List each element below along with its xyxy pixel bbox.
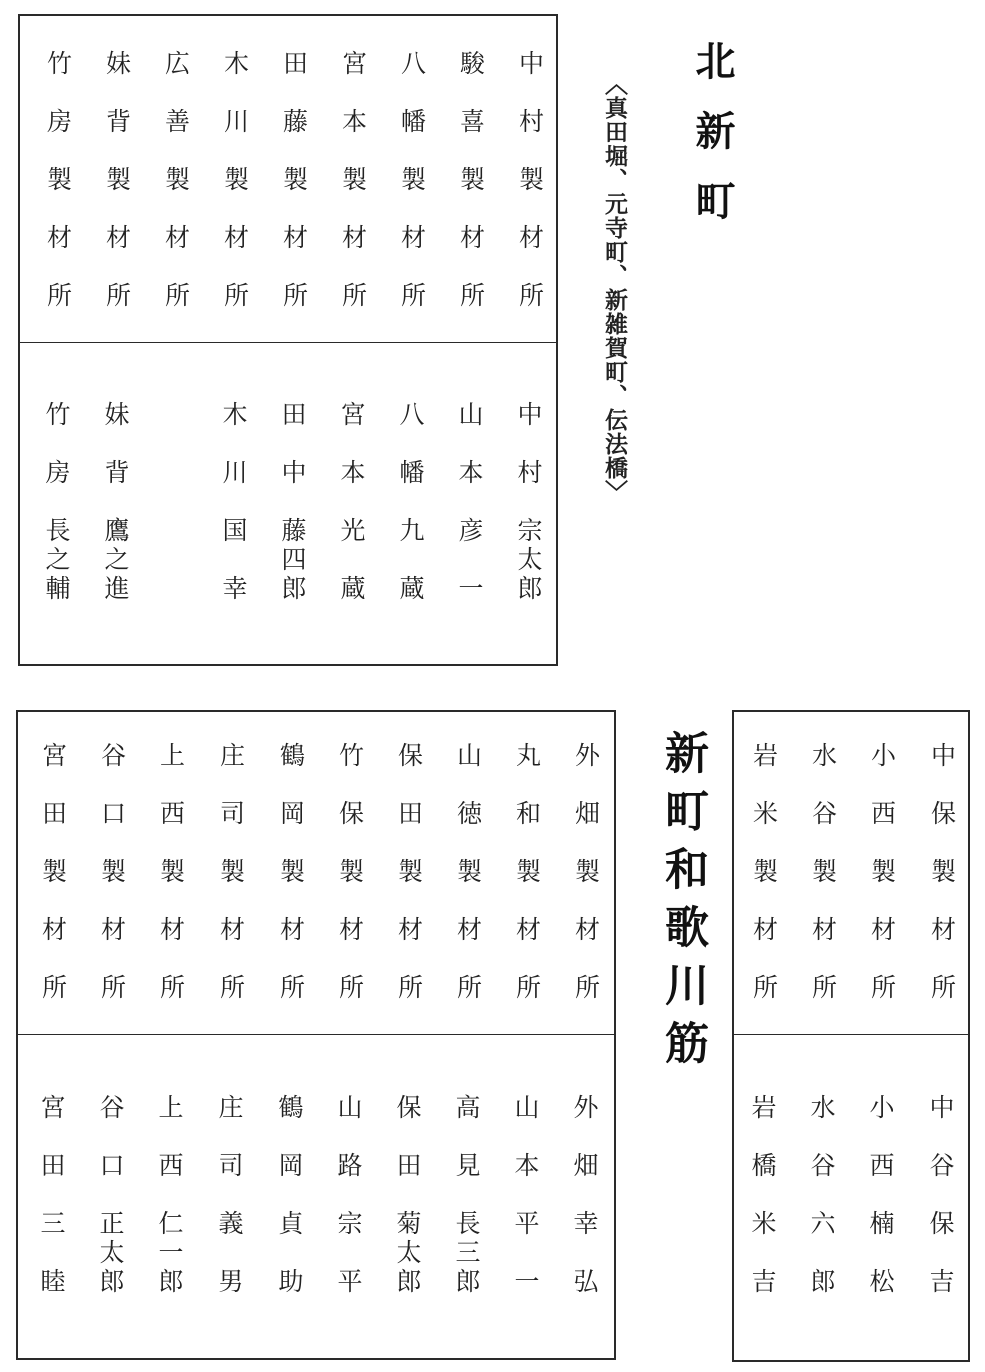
business-name-column	[330, 742, 370, 1032]
business-name: 宮本製材所	[338, 50, 368, 340]
owner-name-column	[211, 1095, 251, 1327]
owner-name-column	[392, 402, 432, 634]
kitashinmachi-table	[18, 14, 558, 666]
owner-name-char: 中	[929, 1093, 955, 1122]
owner-name-char: 之	[104, 545, 130, 574]
owner-name-char: 畑	[573, 1151, 599, 1180]
business-name-column	[451, 50, 491, 340]
owner-name-column	[333, 402, 373, 634]
owner-name-char: 村	[517, 458, 543, 487]
owner-name-char: 水	[810, 1093, 836, 1122]
business-name: 山徳製材所	[453, 742, 483, 1032]
owner-name-char: 西	[869, 1151, 895, 1180]
business-name-column	[271, 742, 311, 1032]
owner-name-char: 郎	[99, 1267, 125, 1296]
owner-name-char: 九	[399, 516, 425, 545]
business-name: 水谷製材所	[808, 742, 838, 1032]
kitashinmachi-divider	[20, 342, 556, 343]
owner-name-char: 本	[340, 458, 366, 487]
owner-name-char: 弘	[573, 1267, 599, 1296]
business-name: 宮田製材所	[38, 742, 68, 1032]
owner-name-char: 本	[458, 458, 484, 487]
owner-name-column	[33, 1095, 73, 1327]
business-name: 駿喜製材所	[456, 50, 486, 340]
owner-name-char: 山	[337, 1093, 363, 1122]
business-name: 丸和製材所	[512, 742, 542, 1032]
business-name: 妹背製材所	[102, 50, 132, 340]
business-name-column	[33, 742, 73, 1032]
business-name: 中保製材所	[927, 742, 957, 1032]
owner-name-char: 路	[337, 1151, 363, 1180]
business-name-column	[274, 50, 314, 340]
owner-name-column	[862, 1095, 902, 1327]
owner-name-char: 幸	[222, 574, 248, 603]
owner-name-char: 楠	[869, 1209, 895, 1238]
business-name-column	[744, 742, 784, 1032]
owner-name-char: 本	[514, 1151, 540, 1180]
owner-name-char: 正	[99, 1209, 125, 1238]
owner-name-char: 鷹	[104, 516, 130, 545]
owner-name-column	[274, 402, 314, 634]
owner-name-char: 藤	[281, 516, 307, 545]
business-name: 中村製材所	[515, 50, 545, 340]
owner-name-char: 助	[278, 1267, 304, 1296]
owner-name-char: 房	[45, 458, 71, 487]
business-name: 上西製材所	[156, 742, 186, 1032]
owner-name-column	[151, 1095, 191, 1327]
business-name: 鶴岡製材所	[276, 742, 306, 1032]
business-name-column	[566, 742, 606, 1032]
owner-name-column	[38, 402, 78, 634]
owner-name-char: 郎	[455, 1267, 481, 1296]
owner-name-char: 田	[396, 1151, 422, 1180]
owner-name-char: 谷	[99, 1093, 125, 1122]
owner-name-char: 蔵	[399, 574, 425, 603]
business-name-column	[392, 50, 432, 340]
wakagawa-heading: 新町和歌川筋	[657, 730, 708, 1078]
owner-name-char: 輔	[45, 574, 71, 603]
owner-name-column	[271, 1095, 311, 1327]
kitashinmachi-heading: 北新町	[689, 40, 735, 250]
owner-name-char: 太	[396, 1238, 422, 1267]
owner-name-char: 三	[40, 1209, 66, 1238]
owner-name-column	[922, 1095, 962, 1327]
owner-name-column	[744, 1095, 784, 1327]
owner-name-char: 四	[281, 545, 307, 574]
owner-name-char: 谷	[929, 1151, 955, 1180]
owner-name-char: 口	[99, 1151, 125, 1180]
owner-name-char: 貞	[278, 1209, 304, 1238]
owner-name-char: 菊	[396, 1209, 422, 1238]
owner-name-char: 国	[222, 516, 248, 545]
owner-name-char: 小	[869, 1093, 895, 1122]
business-name: 広善製材所	[161, 50, 191, 340]
owner-name-char: 宮	[340, 400, 366, 429]
business-name: 岩米製材所	[749, 742, 779, 1032]
business-name-column	[156, 50, 196, 340]
owner-name-char: 外	[573, 1093, 599, 1122]
business-name-column	[333, 50, 373, 340]
owner-name-char: 米	[751, 1209, 777, 1238]
owner-name-char: 鶴	[278, 1093, 304, 1122]
owner-name-char: 保	[929, 1209, 955, 1238]
owner-name-char: 竹	[45, 400, 71, 429]
owner-name-char: 中	[281, 458, 307, 487]
owner-name-column	[507, 1095, 547, 1327]
business-name-column	[38, 50, 78, 340]
business-name: 谷口製材所	[97, 742, 127, 1032]
owner-name-char: 八	[399, 400, 425, 429]
owner-name-char: 郎	[158, 1267, 184, 1296]
owner-name-char: 宗	[517, 516, 543, 545]
owner-name-column	[803, 1095, 843, 1327]
owner-name-column	[566, 1095, 606, 1327]
business-name-column	[389, 742, 429, 1032]
business-name: 八幡製材所	[397, 50, 427, 340]
owner-name-char: 松	[869, 1267, 895, 1296]
owner-name-char: 見	[455, 1151, 481, 1180]
wakagawa-continued-divider	[734, 1034, 968, 1035]
owner-name-column	[389, 1095, 429, 1327]
owner-name-char: 光	[340, 516, 366, 545]
owner-name-char: 高	[455, 1093, 481, 1122]
owner-name-char: 吉	[929, 1267, 955, 1296]
business-name: 木川製材所	[220, 50, 250, 340]
business-name-column	[510, 50, 550, 340]
owner-name-char: 川	[222, 458, 248, 487]
owner-name-char: 木	[222, 400, 248, 429]
owner-name-char: 仁	[158, 1209, 184, 1238]
owner-name-char: 岡	[278, 1151, 304, 1180]
owner-name-char: 長	[455, 1209, 481, 1238]
business-name: 竹房製材所	[43, 50, 73, 340]
business-name-column	[922, 742, 962, 1032]
wakagawa-table-continued	[732, 710, 970, 1362]
owner-name-char: 郎	[517, 574, 543, 603]
owner-name-char: 男	[218, 1267, 244, 1296]
owner-name-char: 保	[396, 1093, 422, 1122]
owner-name-char: 上	[158, 1093, 184, 1122]
business-name-column	[151, 742, 191, 1032]
owner-name-char: 山	[458, 400, 484, 429]
business-name-column	[215, 50, 255, 340]
owner-name-char: 彦	[458, 516, 484, 545]
owner-name-column	[97, 402, 137, 634]
wakagawa-divider	[18, 1034, 614, 1035]
owner-name-char: 太	[99, 1238, 125, 1267]
owner-name-char: 田	[281, 400, 307, 429]
owner-name-column	[451, 402, 491, 634]
owner-name-char: 郎	[810, 1267, 836, 1296]
owner-name-char: 谷	[810, 1151, 836, 1180]
owner-name-column	[330, 1095, 370, 1327]
business-name-column	[448, 742, 488, 1032]
owner-name-char: 山	[514, 1093, 540, 1122]
business-name: 庄司製材所	[216, 742, 246, 1032]
owner-name-char: 岩	[751, 1093, 777, 1122]
owner-name-char: 背	[104, 458, 130, 487]
wakagawa-table	[16, 710, 616, 1360]
owner-name-char: 蔵	[340, 574, 366, 603]
owner-name-char: 幡	[399, 458, 425, 487]
owner-name-column	[510, 402, 550, 634]
owner-name-char: 司	[218, 1151, 244, 1180]
owner-name-char: 郎	[396, 1267, 422, 1296]
owner-name-char: 六	[810, 1209, 836, 1238]
owner-name-char: 妹	[104, 400, 130, 429]
owner-name-char: 一	[458, 574, 484, 603]
owner-name-char: 中	[517, 400, 543, 429]
business-name: 竹保製材所	[335, 742, 365, 1032]
owner-name-column	[215, 402, 255, 634]
owner-name-char: 睦	[40, 1267, 66, 1296]
owner-name-column	[448, 1095, 488, 1327]
business-name: 保田製材所	[394, 742, 424, 1032]
owner-name-char: 義	[218, 1209, 244, 1238]
owner-name-char: 吉	[751, 1267, 777, 1296]
owner-name-char: 庄	[218, 1093, 244, 1122]
owner-name-char: 進	[104, 574, 130, 603]
business-name: 田藤製材所	[279, 50, 309, 340]
owner-name-column	[92, 1095, 132, 1327]
owner-name-char: 平	[514, 1209, 540, 1238]
business-name-column	[507, 742, 547, 1032]
owner-name-char: 三	[455, 1238, 481, 1267]
business-name-column	[211, 742, 251, 1032]
owner-name-char: 太	[517, 545, 543, 574]
owner-name-char: 西	[158, 1151, 184, 1180]
owner-name-char: 一	[514, 1267, 540, 1296]
business-name-column	[862, 742, 902, 1032]
owner-name-char: 橋	[751, 1151, 777, 1180]
owner-name-char: 田	[40, 1151, 66, 1180]
business-name-column	[803, 742, 843, 1032]
owner-name-char: 一	[158, 1238, 184, 1267]
business-name: 外畑製材所	[571, 742, 601, 1032]
owner-name-char: 宗	[337, 1209, 363, 1238]
owner-name-char: 宮	[40, 1093, 66, 1122]
owner-name-char: 郎	[281, 574, 307, 603]
owner-name-char: 之	[45, 545, 71, 574]
business-name-column	[92, 742, 132, 1032]
owner-name-char: 幸	[573, 1209, 599, 1238]
owner-name-char: 長	[45, 516, 71, 545]
business-name-column	[97, 50, 137, 340]
owner-name-char: 平	[337, 1267, 363, 1296]
business-name: 小西製材所	[867, 742, 897, 1032]
kitashinmachi-subheading: 〈真田堀、元寺町、新雑賀町、伝法橋〉	[601, 72, 627, 504]
